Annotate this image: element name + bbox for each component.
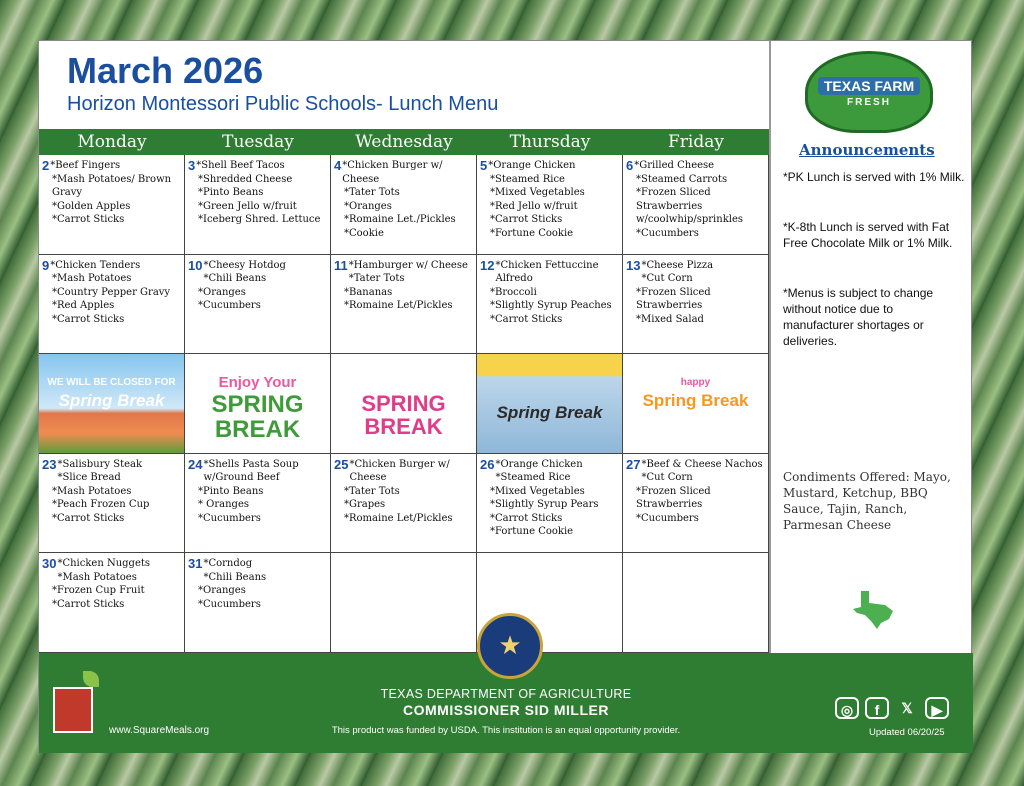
day-cell-monday xyxy=(39,454,185,554)
day-number: 13 xyxy=(626,257,641,273)
announcements-title: Announcements xyxy=(799,141,935,159)
day-number: 4 xyxy=(334,158,342,173)
week-row-week-4 xyxy=(39,454,769,554)
day-cell-tuesday xyxy=(185,155,331,255)
spring-break-image xyxy=(477,354,623,454)
square-meals-link[interactable]: www.SquareMeals.org xyxy=(109,725,210,736)
week-row-week-1 xyxy=(39,155,769,255)
announcement-pk: *PK Lunch is served with 1% Milk. xyxy=(783,170,965,184)
page-title: March 2026 xyxy=(67,50,264,91)
spring-break-image xyxy=(39,354,185,454)
spring-break-title: Spring Break xyxy=(58,391,165,411)
menu-item: *Carrot Sticks xyxy=(490,512,563,524)
sidebar xyxy=(769,41,973,653)
menu-item: *Chicken Burger w/ Cheese xyxy=(349,458,450,484)
day-number: 5 xyxy=(480,158,488,173)
menu-item: *Beef & Cheese Nachos xyxy=(641,458,763,470)
menu-item: *Mash Potatoes/ Brown Gravy xyxy=(52,173,172,198)
menu-item: *Chili Beans xyxy=(203,273,267,285)
menu-item: *Red Jello w/fruit xyxy=(490,200,578,212)
commissioner-name: COMMISSIONER SID MILLER xyxy=(403,702,609,718)
menu-item: *Pinto Beans xyxy=(198,485,264,497)
facebook-icon[interactable]: f xyxy=(865,697,889,719)
menu-item: *Chicken Tenders xyxy=(50,259,141,271)
menu-item: *Tater Tots xyxy=(348,273,405,285)
day-cell-thursday xyxy=(477,454,623,554)
instagram-icon[interactable]: ◎ xyxy=(835,697,859,719)
day-cell-friday xyxy=(623,255,769,355)
day-number: 27 xyxy=(626,456,641,472)
updated-date: Updated 06/20/25 xyxy=(869,727,945,738)
day-cell-tuesday xyxy=(185,454,331,554)
menu-item: *Cheese Pizza xyxy=(641,259,714,271)
page-header xyxy=(39,41,769,129)
day-cell-friday xyxy=(623,155,769,255)
spring-break-image xyxy=(623,354,769,454)
day-number: 6 xyxy=(626,158,634,173)
week-row-week-2 xyxy=(39,255,769,355)
menu-item: *Grapes xyxy=(344,499,386,511)
menu-item: *Shells Pasta Soup w/Ground Beef xyxy=(203,458,299,484)
page-subtitle: Horizon Montessori Public Schools- Lunch Menu xyxy=(67,93,499,115)
menu-item: *Frozen Sliced Strawberries xyxy=(636,485,711,511)
week-row-week-5 xyxy=(39,553,769,653)
menu-item: *Cut Corn xyxy=(641,273,693,285)
day-cell-tuesday xyxy=(185,255,331,355)
announcement-menu-change: *Menus is subject to change without notice due to manufacturer shortages or deliveries. xyxy=(783,286,934,348)
menu-item: *Mash Potatoes xyxy=(52,485,132,497)
menu-item: *Carrot Sticks xyxy=(52,512,125,524)
menu-item: *Peach Frozen Cup xyxy=(52,499,150,511)
menu-item: *Grilled Cheese xyxy=(634,160,715,171)
menu-item: *Mash Potatoes xyxy=(52,273,132,285)
menu-item: *Slice Bread xyxy=(57,472,121,484)
day-cell-wednesday xyxy=(331,553,477,653)
menu-item: *Cucumbers xyxy=(198,598,261,610)
day-cell-monday xyxy=(39,553,185,653)
menu-item: *Cucumbers xyxy=(636,227,699,239)
x-icon[interactable]: 𝕏 xyxy=(901,700,913,716)
menu-item: *Green Jello w/fruit xyxy=(198,200,297,212)
day-number: 2 xyxy=(42,158,50,173)
menu-calendar-grid xyxy=(39,155,769,653)
menu-item: *Shredded Cheese xyxy=(198,173,293,185)
spring-break-title: SPRING BREAK xyxy=(361,391,446,440)
footer xyxy=(39,631,973,753)
menu-item: *Bananas xyxy=(344,286,393,298)
day-number: 12 xyxy=(480,257,495,273)
menu-item: *Frozen Sliced Strawberries w/coolwhip/sprinkles xyxy=(636,187,743,225)
menu-item: *Cucumbers xyxy=(636,512,699,524)
menu-item: *Oranges xyxy=(198,286,246,298)
menu-item: *Frozen Cup Fruit xyxy=(52,585,145,597)
day-cell-thursday xyxy=(477,155,623,255)
spring-break-title: Spring Break xyxy=(496,403,603,423)
spring-break-title: Spring Break xyxy=(642,391,749,411)
menu-item: *Cookie xyxy=(344,227,384,239)
menu-page xyxy=(38,40,972,752)
menu-item: *Frozen Sliced Strawberries xyxy=(636,286,711,312)
logo-text-bottom: FRESH xyxy=(847,96,891,108)
menu-item: *Shell Beef Tacos xyxy=(196,160,285,171)
menu-item: *Orange Chicken xyxy=(488,160,576,171)
menu-item: *Tater Tots xyxy=(344,485,400,497)
menu-item: *Oranges xyxy=(344,200,392,212)
menu-item: *Oranges xyxy=(198,585,246,597)
menu-item: *Pinto Beans xyxy=(198,187,264,198)
spring-break-image xyxy=(185,354,331,454)
menu-item: *Cucumbers xyxy=(198,512,261,524)
leaf-icon xyxy=(83,671,99,687)
condiments-offered: Condiments Offered: Mayo, Mustard, Ketchup, BBQ Sauce, Tajin, Ranch, Parmesan Cheese xyxy=(783,470,951,532)
social-links xyxy=(835,697,949,719)
spring-break-caption: WE WILL BE CLOSED FOR xyxy=(47,377,176,389)
day-cell-thursday xyxy=(477,255,623,355)
weekday-header xyxy=(39,129,769,155)
menu-item: *Corndog xyxy=(203,558,253,570)
texas-farm-fresh-logo xyxy=(805,51,933,133)
menu-item: *Chicken Burger w/ Cheese xyxy=(342,160,443,185)
day-number: 3 xyxy=(188,158,196,173)
day-cell-wednesday xyxy=(331,255,477,355)
menu-item: *Carrot Sticks xyxy=(52,598,125,610)
day-number: 24 xyxy=(188,456,203,472)
day-cell-monday xyxy=(39,155,185,255)
menu-item: *Chicken Fettuccine Alfredo xyxy=(495,259,599,285)
menu-item: *Mixed Vegetables xyxy=(490,187,585,198)
day-cell-friday xyxy=(623,553,769,653)
logo-text-top: TEXAS FARM xyxy=(818,77,920,95)
menu-item: *Cheesy Hotdog xyxy=(203,259,286,271)
day-header-tuesday: Tuesday xyxy=(222,132,294,152)
menu-item: *Hamburger w/ Cheese xyxy=(348,259,468,271)
day-number: 25 xyxy=(334,456,349,472)
menu-item: *Carrot Sticks xyxy=(52,214,125,225)
menu-item: *Chicken Nuggets xyxy=(57,558,151,570)
day-number: 23 xyxy=(42,456,57,472)
spring-break-image xyxy=(331,354,477,454)
menu-item: *Beef Fingers xyxy=(50,160,121,171)
menu-item: *Carrot Sticks xyxy=(52,313,125,325)
day-cell-tuesday xyxy=(185,553,331,653)
menu-item: *Carrot Sticks xyxy=(490,214,563,225)
menu-item: *Country Pepper Gravy xyxy=(52,286,171,298)
agency-name: TEXAS DEPARTMENT OF AGRICULTURE xyxy=(380,687,632,701)
week-row-spring-break xyxy=(39,354,769,454)
menu-item: *Steamed Rice xyxy=(490,173,565,185)
usda-disclaimer: This product was funded by USDA. This institution is an equal opportunity provider. xyxy=(331,725,681,736)
menu-item: *Slightly Syrup Pears xyxy=(490,499,599,511)
menu-item: *Golden Apples xyxy=(52,200,131,212)
menu-item: *Steamed Rice xyxy=(495,472,571,484)
day-number: 30 xyxy=(42,556,57,572)
spring-break-caption: happy xyxy=(680,377,711,389)
day-header-thursday: Thursday xyxy=(509,132,591,152)
day-header-friday: Friday xyxy=(668,132,724,152)
menu-item: *Cut Corn xyxy=(641,472,693,484)
menu-item: *Romaine Let./Pickles xyxy=(344,214,456,225)
menu-item: *Fortune Cookie xyxy=(490,227,574,239)
menu-item: *Romaine Let/Pickles xyxy=(344,300,453,312)
menu-item: *Carrot Sticks xyxy=(490,313,563,325)
day-cell-friday xyxy=(623,454,769,554)
day-number: 26 xyxy=(480,456,495,472)
menu-item: *Mixed Salad xyxy=(636,313,704,325)
menu-item: *Cucumbers xyxy=(198,300,261,312)
day-number: 9 xyxy=(42,257,50,273)
menu-item: *Slightly Syrup Peaches xyxy=(490,300,612,312)
spring-break-title: SPRING BREAK xyxy=(211,391,304,444)
menu-item: *Tater Tots xyxy=(344,187,400,198)
menu-item: *Mixed Vegetables xyxy=(490,485,585,497)
announcement-k8: *K-8th Lunch is served with Fat Free Chocolate Milk or 1% Milk. xyxy=(783,220,953,250)
menu-item: *Romaine Let/Pickles xyxy=(344,512,453,524)
menu-item: *Chili Beans xyxy=(203,571,267,583)
day-cell-wednesday xyxy=(331,454,477,554)
day-cell-monday xyxy=(39,255,185,355)
menu-item: *Red Apples xyxy=(52,300,115,312)
menu-item: *Fortune Cookie xyxy=(490,526,574,538)
day-header-monday: Monday xyxy=(77,132,147,152)
menu-item: *Orange Chicken xyxy=(495,458,583,470)
day-number: 10 xyxy=(188,257,203,273)
menu-item: *Broccoli xyxy=(490,286,537,298)
menu-item: *Mash Potatoes xyxy=(57,571,137,583)
spring-break-caption: Enjoy Your xyxy=(218,374,297,392)
texas-state-icon xyxy=(851,589,895,629)
day-number: 11 xyxy=(334,257,348,273)
menu-item: *Iceberg Shred. Lettuce xyxy=(198,214,321,225)
menu-item: *Steamed Carrots xyxy=(636,173,728,185)
day-cell-wednesday xyxy=(331,155,477,255)
tda-seal-icon: ★ xyxy=(477,613,543,679)
day-number: 31 xyxy=(188,556,203,572)
menu-item: * Oranges xyxy=(198,499,250,511)
youtube-icon[interactable]: ▶ xyxy=(925,697,949,719)
day-header-wednesday: Wednesday xyxy=(355,132,453,152)
menu-item: *Salisbury Steak xyxy=(57,458,143,470)
